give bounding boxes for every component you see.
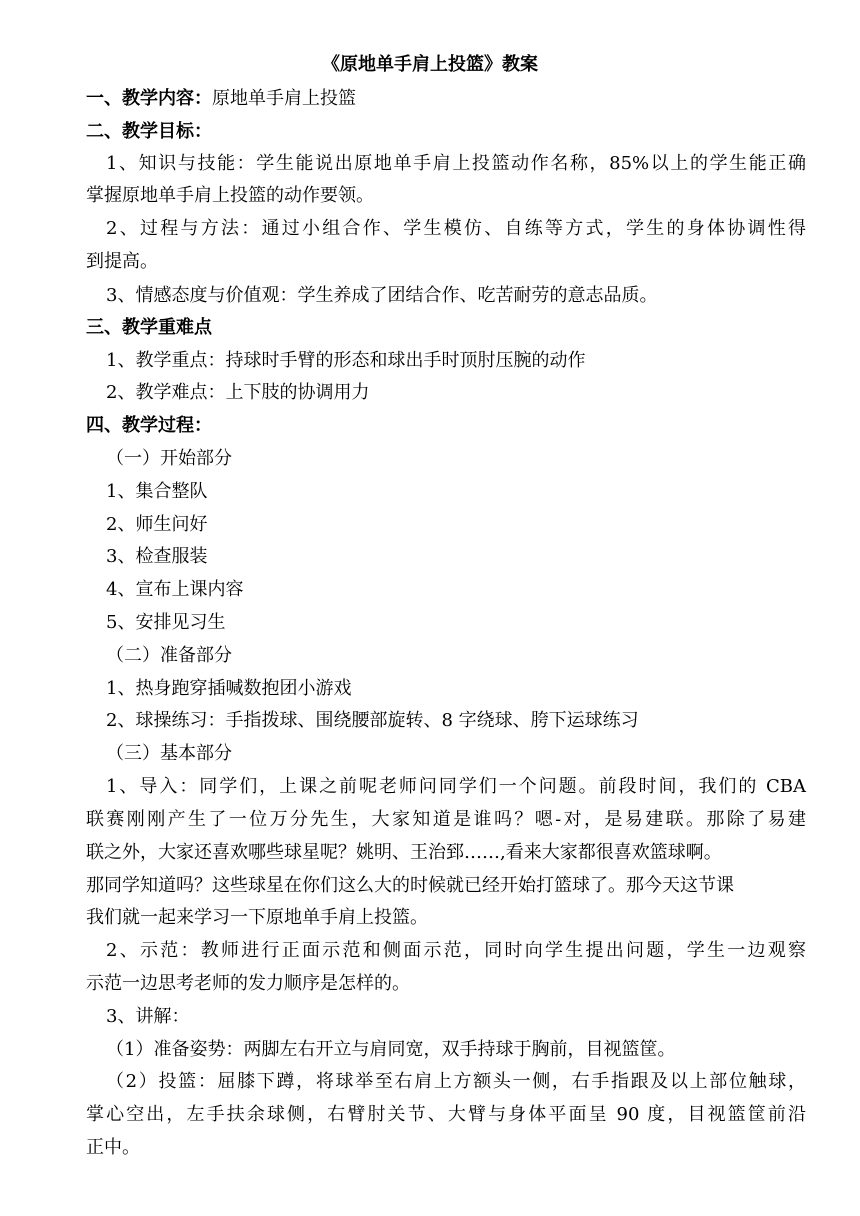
list-item: 5、安排见习生 bbox=[106, 612, 226, 633]
paragraph-line: 掌握原地单手肩上投篮的动作要领。 bbox=[86, 185, 374, 206]
list-item: 2、师生问好 bbox=[106, 514, 208, 535]
list-item: 3、检查服装 bbox=[106, 546, 208, 567]
paragraph-line: （1）准备姿势：两脚左右开立与肩同宽，双手持球于胸前，目视篮筐。 bbox=[106, 1039, 676, 1060]
paragraph-line: 2、过程与方法：通过小组合作、学生模仿、自练等方式，学生的身体协调性得 bbox=[106, 218, 806, 239]
subsection-heading: （二）准备部分 bbox=[106, 645, 232, 666]
list-item: 4、宣布上课内容 bbox=[106, 579, 244, 600]
subsection-heading: （三）基本部分 bbox=[106, 743, 232, 764]
paragraph-line: 2、教学难点：上下肢的协调用力 bbox=[106, 382, 370, 403]
subsection-heading: （一）开始部分 bbox=[106, 448, 232, 469]
paragraph-line: 联之外，大家还喜欢哪些球星呢？姚明、王治郅……,看来大家都很喜欢篮球啊。 bbox=[86, 842, 722, 863]
paragraph-line: 3、讲解： bbox=[106, 1006, 190, 1027]
section-heading-key-points: 三、教学重难点 bbox=[86, 317, 212, 338]
paragraph-line: 掌心空出，左手扶余球侧，右臂肘关节、大臂与身体平面呈 90 度，目视篮筐前沿 bbox=[86, 1104, 806, 1125]
paragraph-line: 1、知识与技能：学生能说出原地单手肩上投篮动作名称，85%以上的学生能正确 bbox=[106, 153, 806, 174]
paragraph-line: 1、导入：同学们，上课之前呢老师问同学们一个问题。前段时间，我们的 CBA bbox=[106, 776, 806, 797]
list-item: 1、热身跑穿插喊数抱团小游戏 bbox=[106, 678, 352, 699]
paragraph-line: （2）投篮：屈膝下蹲，将球举至右肩上方额头一侧，右手指跟及以上部位触球， bbox=[106, 1071, 806, 1092]
paragraph-line: 那同学知道吗？这些球星在你们这么大的时候就已经开始打篮球了。那今天这节课 bbox=[86, 875, 734, 896]
paragraph-line: 2、示范：教师进行正面示范和侧面示范，同时向学生提出问题，学生一边观察 bbox=[106, 940, 806, 961]
paragraph-line: 3、情感态度与价值观：学生养成了团结合作、吃苦耐劳的意志品质。 bbox=[106, 285, 658, 306]
document-title: 《原地单手肩上投篮》教案 bbox=[322, 54, 538, 75]
section-heading-objectives: 二、教学目标： bbox=[86, 121, 212, 142]
section-heading-process: 四、教学过程： bbox=[86, 415, 212, 436]
list-item: 1、集合整队 bbox=[106, 481, 208, 502]
section-heading: 一、教学内容： bbox=[86, 88, 212, 109]
paragraph-line: 1、教学重点：持球时手臂的形态和球出手时顶肘压腕的动作 bbox=[106, 350, 586, 371]
paragraph-line: 我们就一起来学习一下原地单手肩上投篮。 bbox=[86, 907, 428, 928]
paragraph-line: 联赛刚刚产生了一位万分先生，大家知道是谁吗？嗯-对，是易建联。那除了易建 bbox=[86, 809, 806, 830]
paragraph-line: 示范一边思考老师的发力顺序是怎样的。 bbox=[86, 973, 410, 994]
paragraph-line: 到提高。 bbox=[86, 251, 158, 272]
section-text: 原地单手肩上投篮 bbox=[212, 88, 356, 109]
paragraph-line: 正中。 bbox=[86, 1137, 140, 1158]
section-teaching-content bbox=[86, 83, 786, 115]
list-item: 2、球操练习：手指拨球、围绕腰部旋转、8 字绕球、胯下运球练习 bbox=[106, 710, 639, 731]
